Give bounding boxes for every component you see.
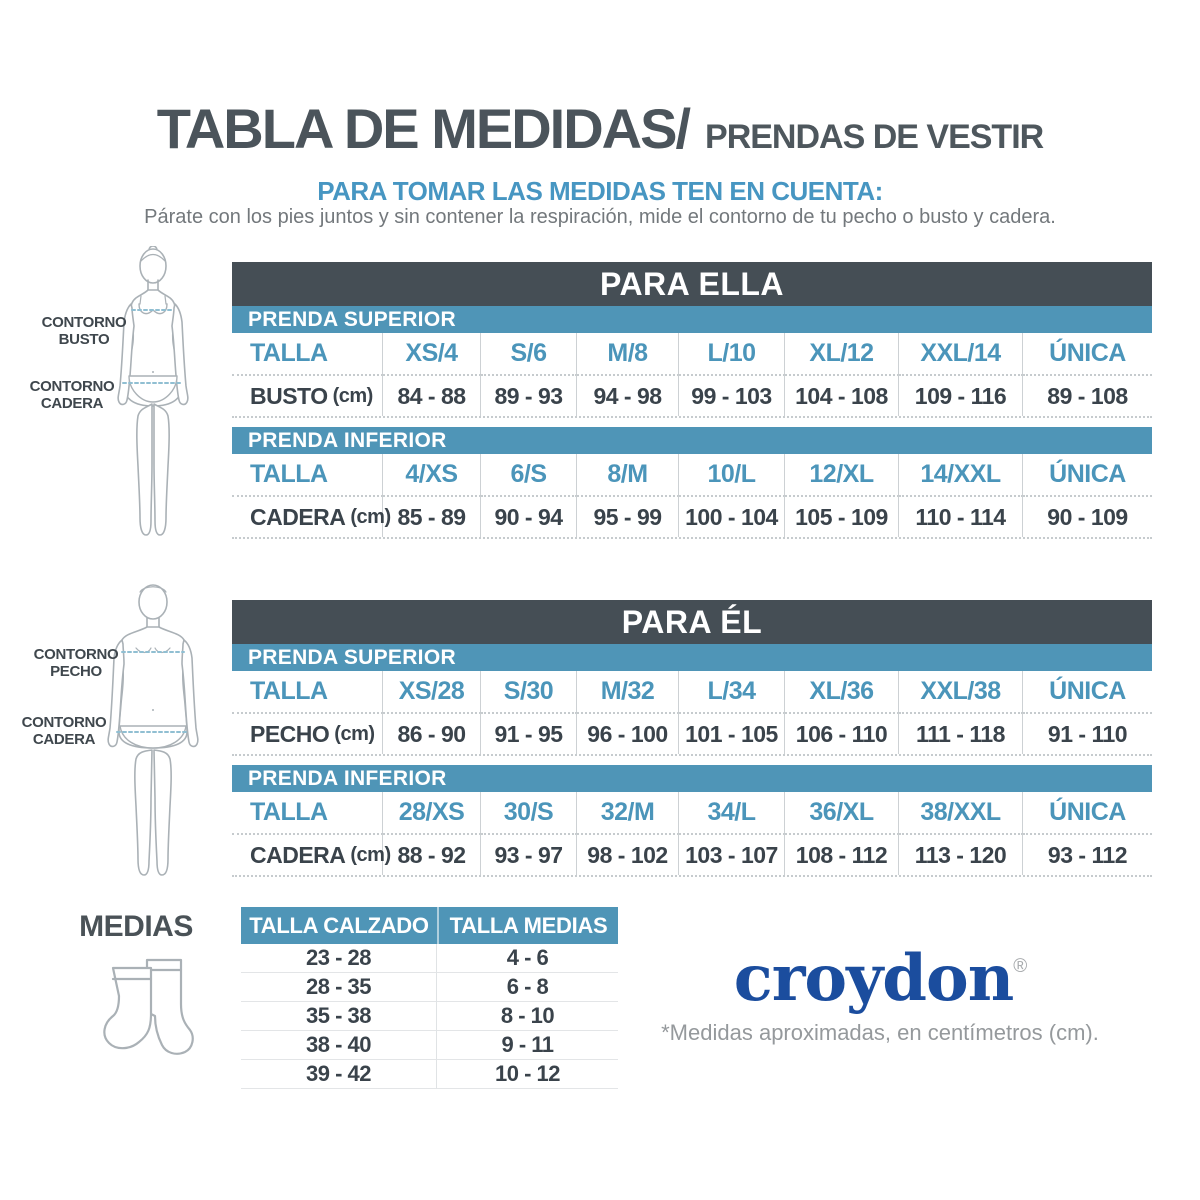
size-label: TALLA xyxy=(232,792,383,833)
range-cell: 105 - 109 xyxy=(785,495,899,537)
band-prenda-inferior-el: PRENDA INFERIOR xyxy=(232,765,1152,792)
measuring-instructions-text: Párate con los pies juntos y sin contener la respiración, mide el contorno de tu pecho o busto y cadera. xyxy=(144,206,1056,228)
range-cell: 95 - 99 xyxy=(577,495,679,537)
range-cell: 94 - 98 xyxy=(577,374,679,416)
range-cell: 99 - 103 xyxy=(679,374,785,416)
range-cell: 110 - 114 xyxy=(899,495,1023,537)
band-prenda-superior-el: PRENDA SUPERIOR xyxy=(232,644,1152,671)
range-cell: 103 - 107 xyxy=(679,833,785,875)
label-contorno-pecho: CONTORNO PECHO xyxy=(33,646,119,681)
range-cell: 98 - 102 xyxy=(577,833,679,875)
medias-cell: 23 - 28 xyxy=(241,944,437,973)
label-contorno-busto: CONTORNO BUSTO xyxy=(41,314,127,349)
table-title-ella: PARA ELLA xyxy=(232,262,1152,306)
footer xyxy=(630,941,1130,1046)
range-cell: 93 - 97 xyxy=(481,833,577,875)
size-cell: 30/S xyxy=(481,792,577,833)
socks-icon xyxy=(95,952,195,1097)
croydon-logo: croydon® xyxy=(733,941,1027,1016)
size-label: TALLA xyxy=(232,454,383,495)
size-cell: XS/28 xyxy=(383,671,481,712)
range-cell: 90 - 109 xyxy=(1023,495,1152,537)
medias-cell: 39 - 42 xyxy=(241,1060,437,1089)
size-cell: 6/S xyxy=(481,454,577,495)
size-cell: 8/M xyxy=(577,454,679,495)
size-cell: 34/L xyxy=(679,792,785,833)
medias-cell: 10 - 12 xyxy=(437,1060,618,1089)
medias-cell: 35 - 38 xyxy=(241,1002,437,1031)
range-cell: 93 - 112 xyxy=(1023,833,1152,875)
range-cell: 101 - 105 xyxy=(679,712,785,754)
range-cell: 85 - 89 xyxy=(383,495,481,537)
size-cell: ÚNICA xyxy=(1049,677,1126,705)
range-cell: 109 - 116 xyxy=(899,374,1023,416)
size-cell: ÚNICA xyxy=(1049,798,1126,826)
medias-cell: 38 - 40 xyxy=(241,1031,437,1060)
measure-label: PECHO (cm) xyxy=(232,712,383,754)
measurements-note: *Medidas aproximadas, en centímetros (cm). xyxy=(661,1020,1099,1046)
range-cell: 89 - 108 xyxy=(1023,374,1152,416)
medias-cell: 28 - 35 xyxy=(241,973,437,1002)
range-cell: 91 - 95 xyxy=(481,712,577,754)
label-contorno-cadera-female: CONTORNO CADERA xyxy=(29,378,115,413)
range-cell: 106 - 110 xyxy=(785,712,899,754)
title-sub: PRENDAS DE VESTIR xyxy=(705,118,1044,156)
size-cell: L/34 xyxy=(679,671,785,712)
table-para-el xyxy=(232,600,1152,877)
range-cell: 104 - 108 xyxy=(785,374,899,416)
registered-mark-icon: ® xyxy=(1013,956,1027,977)
measure-label: BUSTO (cm) xyxy=(232,374,383,416)
title-main: TABLA DE MEDIDAS/ xyxy=(156,97,690,160)
size-label: TALLA xyxy=(232,671,383,712)
range-cell: 84 - 88 xyxy=(383,374,481,416)
medias-cell: 4 - 6 xyxy=(437,944,618,973)
range-cell: 89 - 93 xyxy=(481,374,577,416)
range-cell: 108 - 112 xyxy=(785,833,899,875)
size-cell: 38/XXL xyxy=(899,792,1023,833)
band-prenda-inferior-ella: PRENDA INFERIOR xyxy=(232,427,1152,454)
medias-header-calzado: TALLA CALZADO xyxy=(241,907,437,944)
band-prenda-superior-ella: PRENDA SUPERIOR xyxy=(232,306,1152,333)
size-cell: M/8 xyxy=(577,333,679,374)
size-cell: 10/L xyxy=(679,454,785,495)
medias-header-medias: TALLA MEDIAS xyxy=(437,907,618,944)
measure-label: CADERA (cm) xyxy=(232,833,383,875)
size-cell: XL/12 xyxy=(785,333,899,374)
medias-cell: 9 - 11 xyxy=(437,1031,618,1060)
table-title-el: PARA ÉL xyxy=(232,600,1152,644)
size-cell: 14/XXL xyxy=(899,454,1023,495)
size-label: TALLA xyxy=(232,333,383,374)
page-title xyxy=(0,96,1200,161)
size-cell: M/32 xyxy=(577,671,679,712)
grid-el-superior xyxy=(232,671,1152,756)
range-cell: 113 - 120 xyxy=(899,833,1023,875)
size-cell: S/30 xyxy=(481,671,577,712)
size-cell: XXL/38 xyxy=(899,671,1023,712)
size-cell: 12/XL xyxy=(785,454,899,495)
medias-table xyxy=(241,907,618,1089)
measure-label: CADERA (cm) xyxy=(232,495,383,537)
range-cell: 96 - 100 xyxy=(577,712,679,754)
size-cell: 4/XS xyxy=(383,454,481,495)
range-cell: 100 - 104 xyxy=(679,495,785,537)
range-cell: 88 - 92 xyxy=(383,833,481,875)
range-cell: 91 - 110 xyxy=(1023,712,1152,754)
size-cell: 32/M xyxy=(577,792,679,833)
size-cell: S/6 xyxy=(481,333,577,374)
grid-ella-superior xyxy=(232,333,1152,418)
range-cell: 86 - 90 xyxy=(383,712,481,754)
size-cell: 36/XL xyxy=(785,792,899,833)
grid-el-inferior xyxy=(232,792,1152,877)
size-cell: XS/4 xyxy=(383,333,481,374)
size-cell: XL/36 xyxy=(785,671,899,712)
medias-cell: 8 - 10 xyxy=(437,1002,618,1031)
label-contorno-cadera-male: CONTORNO CADERA xyxy=(21,714,107,749)
measuring-instructions-heading: PARA TOMAR LAS MEDIDAS TEN EN CUENTA: xyxy=(317,176,883,206)
size-cell: ÚNICA xyxy=(1049,460,1126,488)
size-cell: L/10 xyxy=(679,333,785,374)
size-cell: XXL/14 xyxy=(899,333,1023,374)
medias-cell: 6 - 8 xyxy=(437,973,618,1002)
table-para-ella xyxy=(232,262,1152,539)
grid-ella-inferior xyxy=(232,454,1152,539)
medias-section-label: MEDIAS xyxy=(79,910,193,943)
size-cell: 28/XS xyxy=(383,792,481,833)
range-cell: 111 - 118 xyxy=(899,712,1023,754)
range-cell: 90 - 94 xyxy=(481,495,577,537)
size-cell: ÚNICA xyxy=(1049,339,1126,367)
